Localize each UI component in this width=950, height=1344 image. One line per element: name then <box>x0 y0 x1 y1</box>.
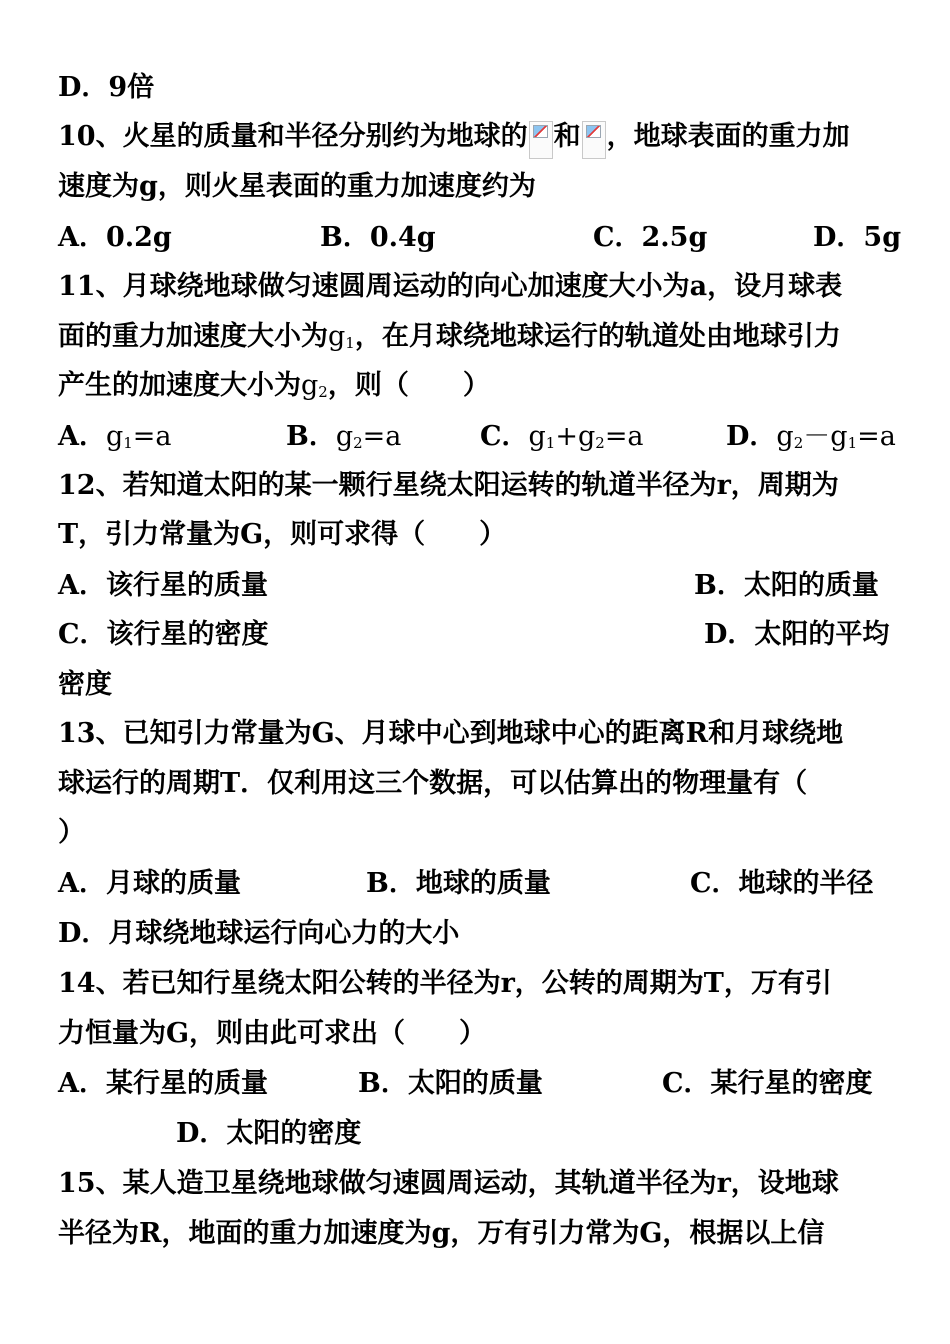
q11-line-1: 11、月球绕地球做匀速圆周运动的向心加速度大小为a，设月球表 <box>58 271 843 302</box>
q13-option-a: A．月球的质量 <box>58 868 241 899</box>
q11-option-b: B．$g_2=a$ <box>286 421 402 452</box>
q14-option-d: D．太阳的密度 <box>176 1118 362 1149</box>
q9-option-d: D．9倍 <box>58 72 155 103</box>
q13-option-b: B．地球的质量 <box>366 868 551 899</box>
q12-option-c: C．该行星的密度 <box>58 619 269 650</box>
q10-text-after: ，地球表面的重力加 <box>606 121 850 152</box>
q10-option-c: C．2.5g <box>593 222 708 253</box>
q13-line-3: ） <box>58 817 85 848</box>
q13-line-2: 球运行的周期T．仅利用这三个数据，可以估算出的物理量有（ <box>58 768 808 799</box>
q12-option-d-wrap: 密度 <box>58 669 112 700</box>
q15-line-2: 半径为R，地面的重力加速度为g，万有引力常为G，根据以上信 <box>58 1218 825 1249</box>
q13-line-1: 13、已知引力常量为G、月球中心到地球中心的距离R和月球绕地 <box>58 718 844 749</box>
q11-option-a: A．$g_1=a$ <box>58 421 172 452</box>
q11-option-d: D．$g_2-g_1=a$ <box>726 421 896 452</box>
q14-option-a: A．某行星的质量 <box>58 1068 268 1099</box>
broken-image-icon <box>582 121 606 159</box>
q13-option-d: D．月球绕地球运行向心力的大小 <box>58 918 460 949</box>
q12-option-b: B．太阳的质量 <box>694 570 879 601</box>
q10-option-b: B．0.4g <box>320 222 436 253</box>
broken-image-icon <box>529 121 553 159</box>
q10-text-mid: 和 <box>553 121 581 152</box>
q10-line-1 <box>58 119 892 159</box>
q11-option-c: C．$g_1+g_2=a$ <box>480 421 644 452</box>
q10-text-before: 10、火星的质量和半径分别约为地球的 <box>58 121 528 152</box>
q12-line-2: T，引力常量为G，则可求得（ ） <box>58 519 507 550</box>
q12-option-a: A．该行星的质量 <box>58 570 268 601</box>
q15-line-1: 15、某人造卫星绕地球做匀速圆周运动，其轨道半径为r，设地球 <box>58 1168 839 1199</box>
q12-line-1: 12、若知道太阳的某一颗行星绕太阳运转的轨道半径为r，周期为 <box>58 470 839 501</box>
q10-option-d: D．5g <box>813 222 902 253</box>
q10-option-a: A．0.2g <box>58 222 172 253</box>
q14-line-1: 14、若已知行星绕太阳公转的半径为r，公转的周期为T，万有引 <box>58 968 832 999</box>
q12-option-d: D．太阳的平均 <box>704 619 890 650</box>
q11-line-2: 面的重力加速度大小为$g_1$，在月球绕地球运行的轨道处由地球引力 <box>58 321 841 352</box>
q13-option-c: C．地球的半径 <box>690 868 874 899</box>
q10-line-2: 速度为g，则火星表面的重力加速度约为 <box>58 171 536 202</box>
q14-option-b: B．太阳的质量 <box>358 1068 543 1099</box>
q14-option-c: C．某行星的密度 <box>662 1068 873 1099</box>
q11-line-3: 产生的加速度大小为$g_2$，则（ ） <box>58 370 490 401</box>
q14-line-2: 力恒量为G，则由此可求出（ ） <box>58 1018 487 1049</box>
